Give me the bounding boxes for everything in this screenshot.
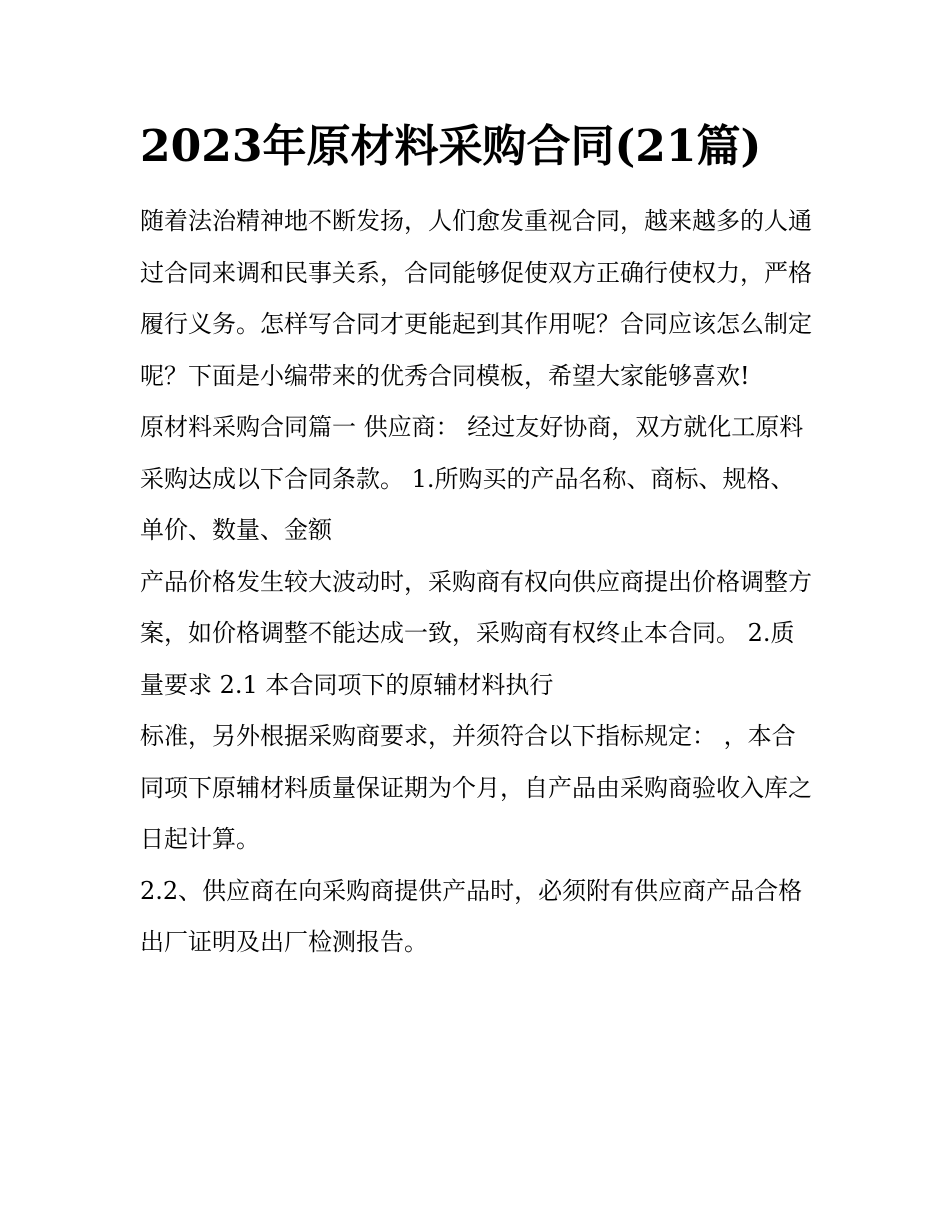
intro-paragraph: 随着法治精神地不断发扬，人们愈发重视合同，越来越多的人通过合同来调和民事关系，合同能够促使双方正确行使权力，严格履行义务。怎样写合同才更能起到其作用呢？合同应该怎么制定呢？下面是小编带来的优秀合同模板，希望大家能够喜欢! [140, 207, 812, 390]
contract-section-one-paragraph: 原材料采购合同篇一 供应商： 经过友好协商，双方就化工原料采购达成以下合同条款。 1.所购买的产品名称、商标、规格、单价、数量、金额 [140, 413, 804, 544]
document-body [140, 118, 816, 969]
quality-standard-paragraph: 标准，另外根据采购商要求，并须符合以下指标规定： ，本合同项下原辅材料质量保证期为个月，自产品由采购商验收入库之日起计算。 [140, 722, 812, 853]
document-title: 2023年原材料采购合同(21篇) [140, 121, 762, 172]
certificate-requirement-paragraph: 2.2、供应商在向采购商提供产品时，必须附有供应商产品合格出厂证明及出厂检测报告。 [140, 876, 803, 956]
price-adjustment-paragraph: 产品价格发生较大波动时，采购商有权向供应商提出价格调整方案，如价格调整不能达成一致，采购商有权终止本合同。 2.质量要求 2.1 本合同项下的原辅材料执行 [140, 567, 812, 699]
